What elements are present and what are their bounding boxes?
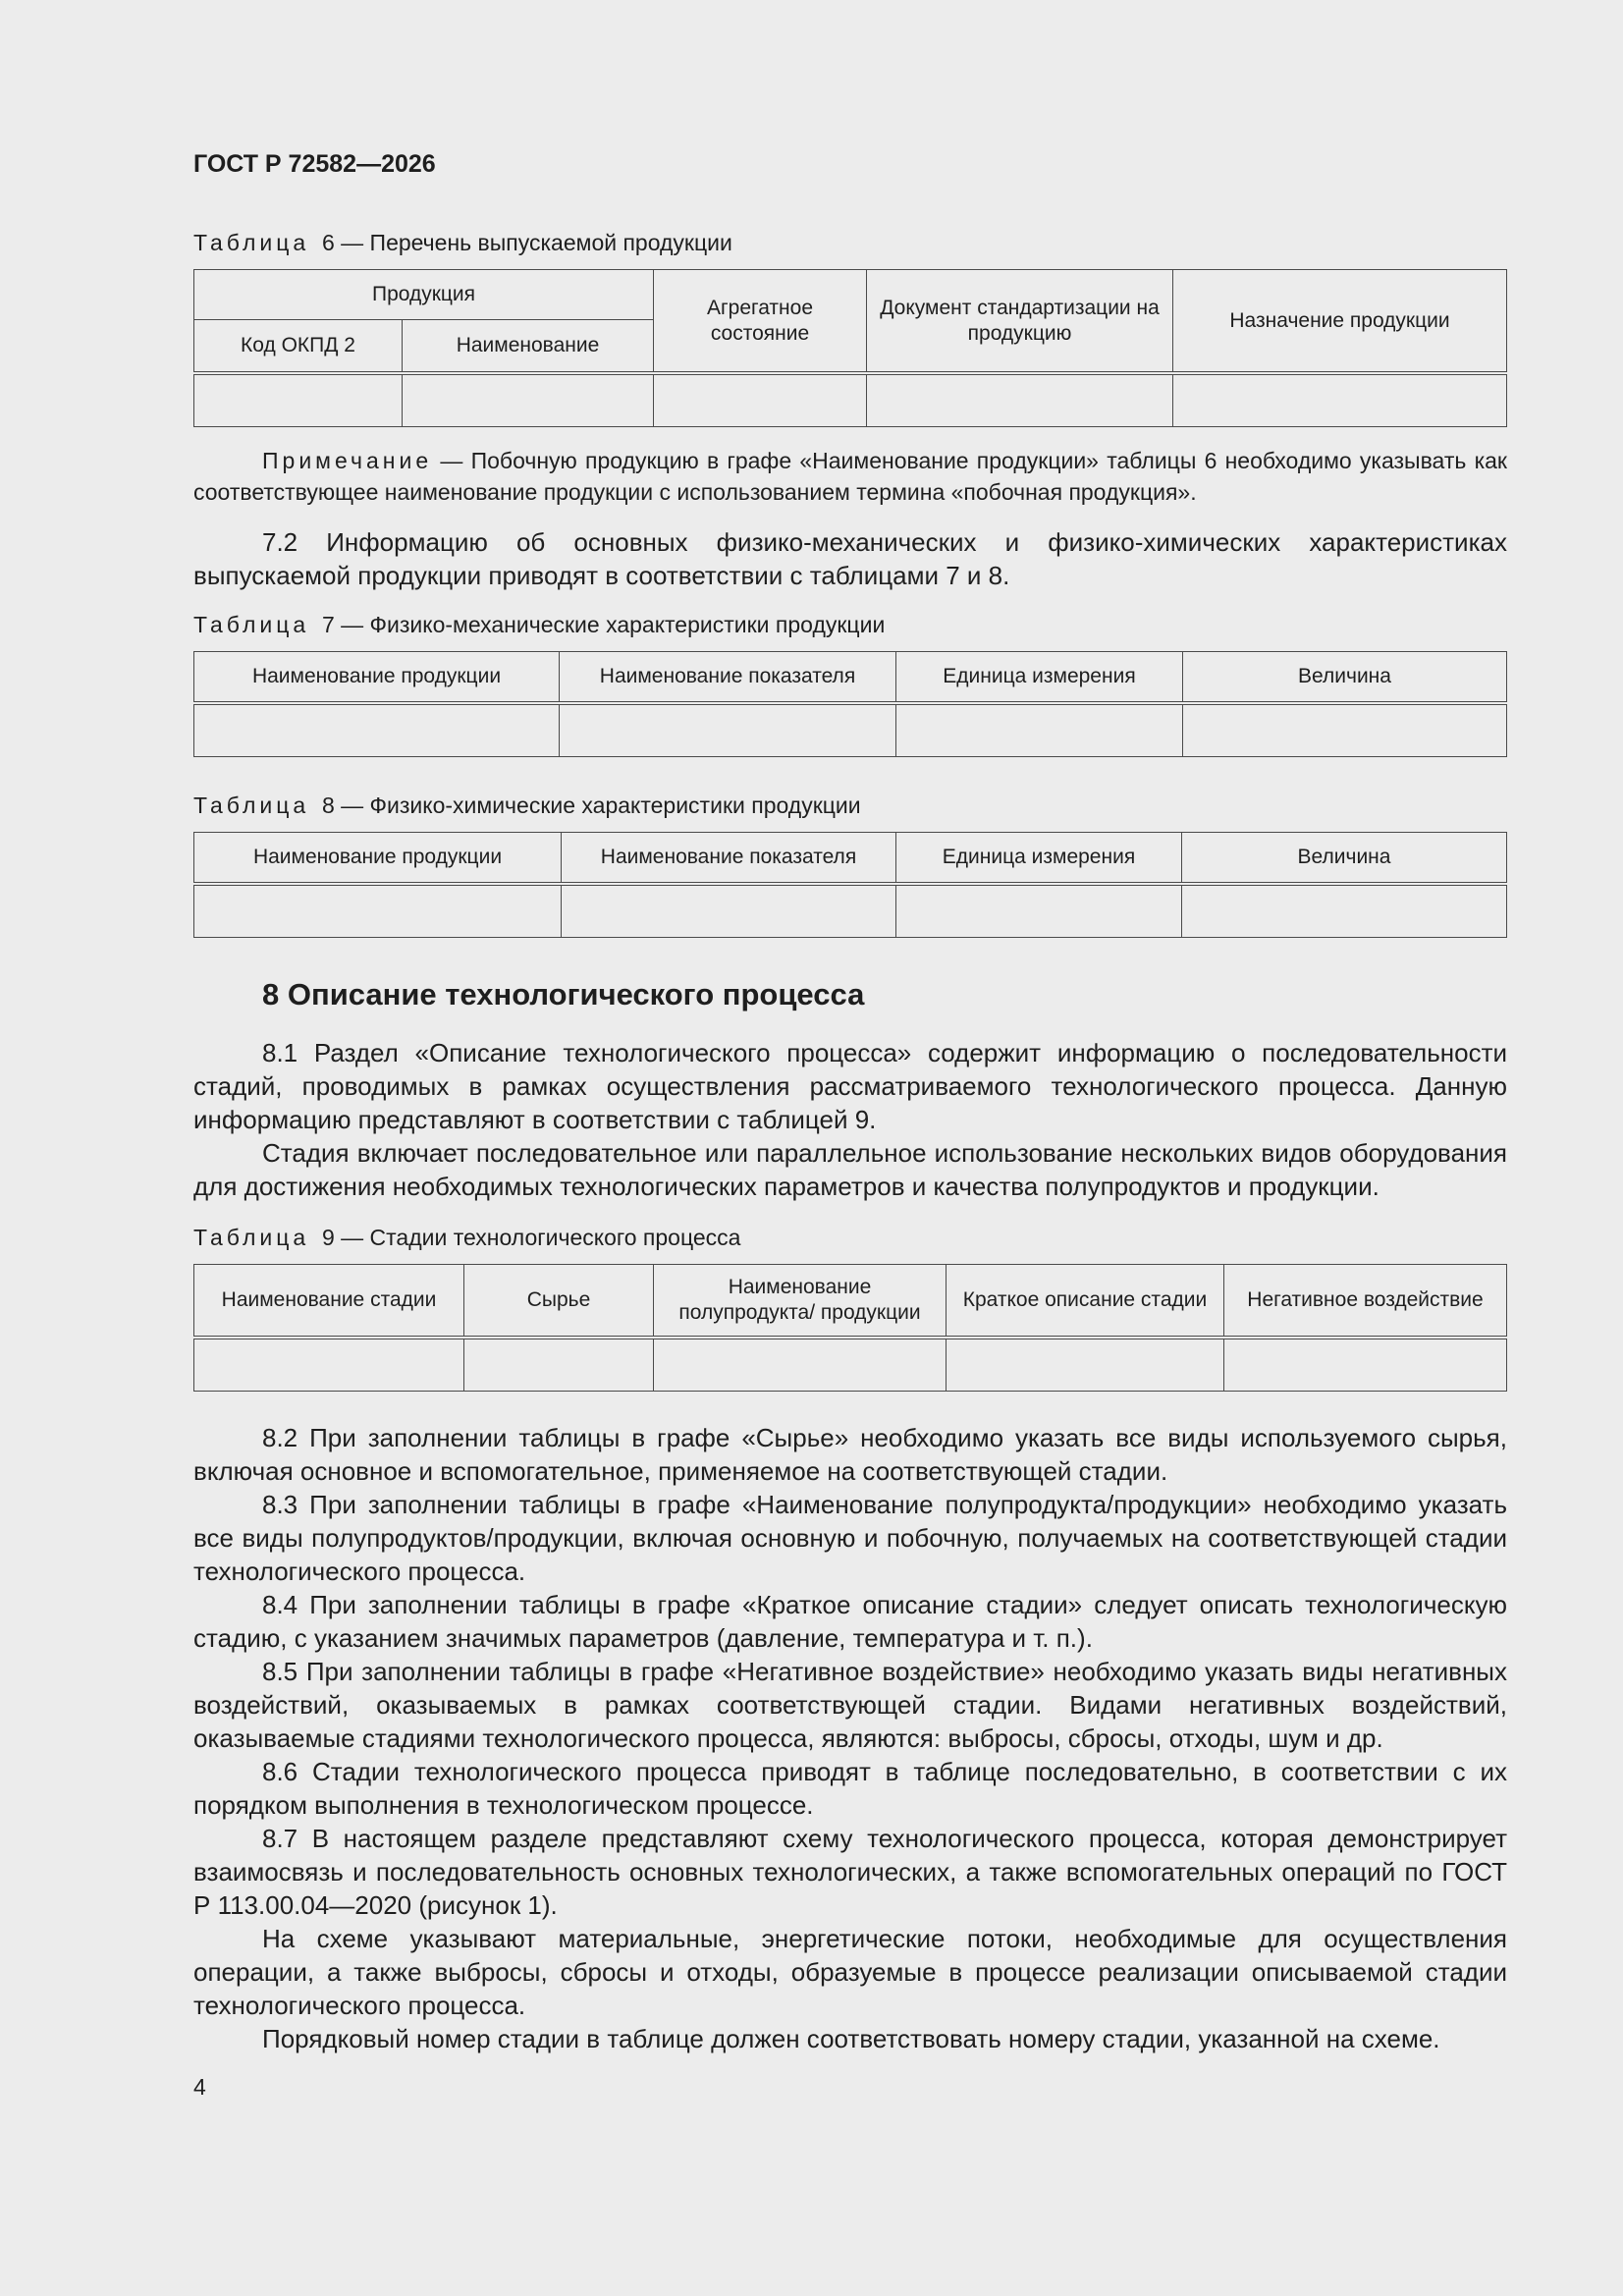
table8-header-0: Наименование продукции bbox=[194, 833, 562, 885]
table8 bbox=[193, 832, 1507, 938]
table-cell bbox=[1224, 1338, 1507, 1392]
section-8-heading: 8 Описание технологического процесса bbox=[262, 977, 865, 1011]
table-row bbox=[194, 373, 1507, 427]
paragraph-8-5: 8.5 При заполнении таблицы в графе «Негативное воздействие» необходимо указать виды негативных воздействий, оказываемых в рамках соответствующей стадии. Видами негативных воздействий, оказываемые стадиями технологического процесса, являются: выбросы, сбросы, отходы, шум и др. bbox=[193, 1657, 1507, 1753]
table8-header-2: Единица измерения bbox=[896, 833, 1182, 885]
table9 bbox=[193, 1264, 1507, 1392]
table6-header-product: Продукция bbox=[194, 270, 654, 320]
paragraph-7-2: 7.2 Информацию об основных физико-механических и физико-химических характеристиках выпускаемой продукции приводят в соответствии с таблицами 7 и 8. bbox=[193, 527, 1507, 590]
table-cell bbox=[896, 703, 1183, 757]
table9-title: 9 — Стадии технологического процесса bbox=[321, 1225, 741, 1250]
table6-header-doc: Документ стандартизации на продукцию bbox=[867, 270, 1173, 374]
table9-caption bbox=[193, 1223, 1507, 1252]
table-cell bbox=[194, 884, 562, 938]
paragraph-stage-number: Порядковый номер стадии в таблице должен соответствовать номеру стадии, указанной на схеме. bbox=[262, 2024, 1440, 2053]
table-cell bbox=[867, 373, 1173, 427]
note-text: — Побочную продукцию в графе «Наименование продукции» таблицы 6 необходимо указывать как соответствующее наименование продукции с использованием термина «побочная продукция». bbox=[193, 448, 1507, 505]
table6-label: Таблица bbox=[193, 230, 310, 255]
table7-header-0: Наименование продукции bbox=[194, 652, 560, 704]
table-row bbox=[194, 703, 1507, 757]
table6-caption bbox=[193, 228, 1507, 257]
table6-header-state: Агрегатное состояние bbox=[654, 270, 867, 374]
table-cell bbox=[947, 1338, 1224, 1392]
table7-label: Таблица bbox=[193, 612, 310, 637]
table9-header-1: Сырье bbox=[464, 1265, 654, 1339]
table6-header-purpose: Назначение продукции bbox=[1173, 270, 1507, 374]
table-cell bbox=[194, 703, 560, 757]
table8-title: 8 — Физико-химические характеристики продукции bbox=[321, 793, 861, 818]
table7-header-1: Наименование показателя bbox=[560, 652, 896, 704]
table7-title: 7 — Физико-механические характеристики продукции bbox=[321, 612, 886, 637]
table-cell bbox=[1183, 703, 1507, 757]
table8-label: Таблица bbox=[193, 793, 310, 818]
table-cell bbox=[194, 1338, 464, 1392]
paragraph-8-2: 8.2 При заполнении таблицы в графе «Сырье» необходимо указать все виды используемого сырья, включая основное и вспомогательное, применяемое на соответствующей стадии. bbox=[193, 1423, 1507, 1486]
table6-header-name: Наименование bbox=[403, 320, 654, 374]
paragraph-8-3: 8.3 При заполнении таблицы в графе «Наименование полупродукта/продукции» необходимо указать все виды полупродуктов/продукции, включая основную и побочную, получаемых на соответствующей стадии технологического процесса. bbox=[193, 1490, 1507, 1586]
note-label: Примечание bbox=[262, 448, 433, 473]
table6-title: 6 — Перечень выпускаемой продукции bbox=[321, 230, 732, 255]
paragraph-8-7: 8.7 В настоящем разделе представляют схему технологического процесса, которая демонстрирует взаимосвязь и последовательность основных технологических, а также вспомогательных операций по ГОСТ Р 113.00.04—2020 (рисунок 1). bbox=[193, 1824, 1507, 1920]
paragraph-scheme: На схеме указывают материальные, энергетические потоки, необходимые для осуществления операции, а также выбросы, сбросы и отходы, образуемые в процессе реализации описываемой стадии технологического процесса. bbox=[193, 1924, 1507, 2020]
table9-header-0: Наименование стадии bbox=[194, 1265, 464, 1339]
table6 bbox=[193, 269, 1507, 427]
table9-label: Таблица bbox=[193, 1225, 310, 1250]
table8-caption bbox=[193, 791, 1507, 820]
table-row bbox=[194, 1338, 1507, 1392]
table7-header-3: Величина bbox=[1183, 652, 1507, 704]
table-cell bbox=[896, 884, 1182, 938]
table9-header-2: Наименование полупродукта/ продукции bbox=[654, 1265, 947, 1339]
table-cell bbox=[1173, 373, 1507, 427]
table-cell bbox=[560, 703, 896, 757]
paragraph-stage: Стадия включает последовательное или параллельное использование нескольких видов оборудования для достижения необходимых технологических параметров и качества полупродуктов и продукции. bbox=[193, 1138, 1507, 1201]
table-cell bbox=[194, 373, 403, 427]
table-cell bbox=[464, 1338, 654, 1392]
document-code: ГОСТ Р 72582—2026 bbox=[193, 150, 436, 178]
table-row bbox=[194, 884, 1507, 938]
page-content bbox=[193, 147, 1507, 2055]
page-number: 4 bbox=[193, 2074, 206, 2100]
table-cell bbox=[562, 884, 896, 938]
table-cell bbox=[654, 1338, 947, 1392]
table8-header-3: Величина bbox=[1182, 833, 1507, 885]
table6-header-code: Код ОКПД 2 bbox=[194, 320, 403, 374]
table-cell bbox=[654, 373, 867, 427]
paragraph-8-1: 8.1 Раздел «Описание технологического процесса» содержит информацию о последовательности стадий, проводимых в рамках осуществления рассматриваемого технологического процесса. Данную информацию представляют в соответствии с таблицей 9. bbox=[193, 1038, 1507, 1134]
paragraph-8-6: 8.6 Стадии технологического процесса приводят в таблице последовательно, в соответствии с их порядком выполнения в технологическом процессе. bbox=[193, 1757, 1507, 1820]
table9-header-3: Краткое описание стадии bbox=[947, 1265, 1224, 1339]
table6-note bbox=[193, 445, 1507, 508]
table7-header-2: Единица измерения bbox=[896, 652, 1183, 704]
table7-caption bbox=[193, 610, 1507, 639]
paragraph-8-4: 8.4 При заполнении таблицы в графе «Краткое описание стадии» следует описать технологическую стадию, с указанием значимых параметров (давление, температура и т. п.). bbox=[193, 1590, 1507, 1653]
table8-header-1: Наименование показателя bbox=[562, 833, 896, 885]
table-cell bbox=[403, 373, 654, 427]
table7 bbox=[193, 651, 1507, 757]
table-cell bbox=[1182, 884, 1507, 938]
table9-header-4: Негативное воздействие bbox=[1224, 1265, 1507, 1339]
